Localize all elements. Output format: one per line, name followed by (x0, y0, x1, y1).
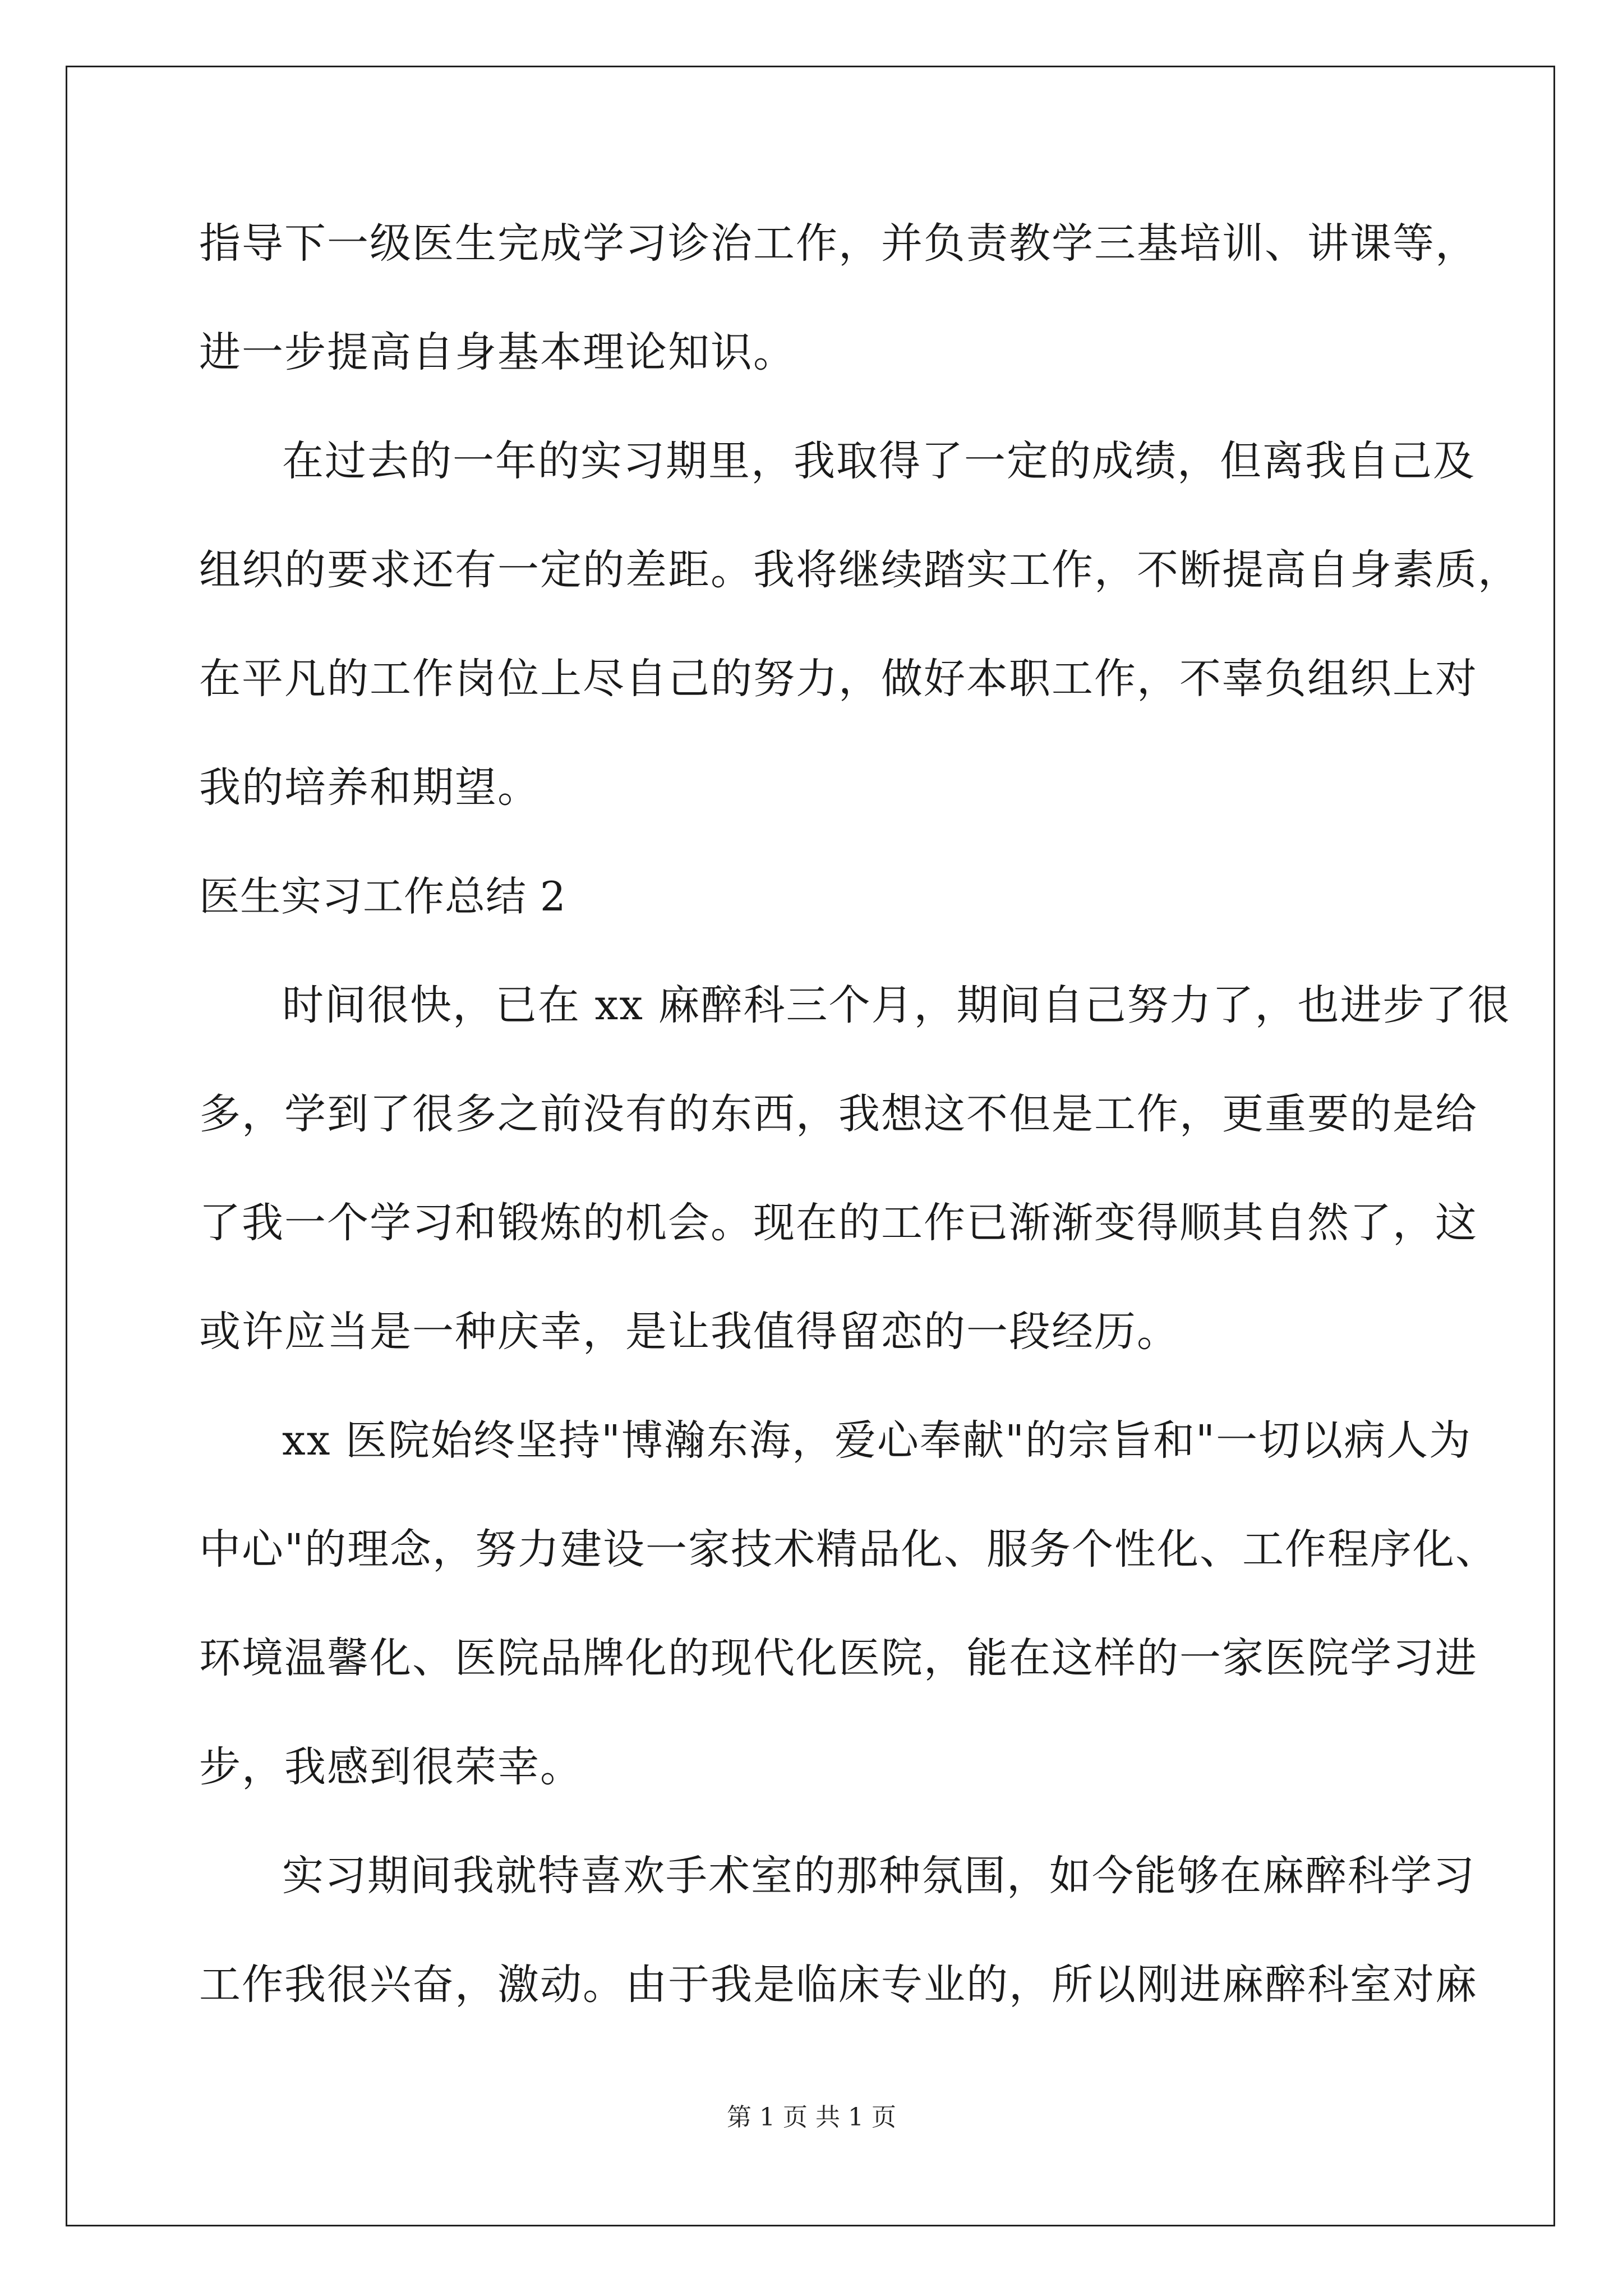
document-body (199, 215, 1520, 2065)
text-line: 或许应当是一种庆幸，是让我值得留恋的一段经历。 (199, 1308, 1179, 1356)
text-line: 在平凡的工作岗位上尽自己的努力，做好本职工作，不辜负组织上对 (199, 655, 1478, 703)
text-line: 实习期间我就特喜欢手术室的那种氛围，如今能够在麻醉科学习 (282, 1852, 1476, 1900)
text-line: 时间很快，已在 xx 麻醉科三个月，期间自己努力了，也进步了很 (282, 981, 1511, 1029)
text-line: xx 医院始终坚持"博瀚东海，爱心奉献"的宗旨和"一切以病人为 (282, 1416, 1472, 1465)
text-line: 工作我很兴奋，激动。由于我是临床专业的，所以刚进麻醉科室对麻 (199, 1961, 1478, 2009)
text-line: 环境温馨化、医院品牌化的现代化医院，能在这样的一家医院学习进 (199, 1634, 1478, 1682)
text-line: 我的培养和期望。 (199, 763, 540, 812)
text-line: 组织的要求还有一定的差距。我将继续踏实工作，不断提高自身素质， (199, 546, 1520, 594)
text-line: 在过去的一年的实习期里，我取得了一定的成绩，但离我自己及 (282, 437, 1476, 485)
text-line: 步，我感到很荣幸。 (199, 1743, 583, 1791)
text-line: 多，学到了很多之前没有的东西，我想这不但是工作，更重要的是给 (199, 1090, 1478, 1138)
page-footer: 第 1 页 共 1 页 (727, 2103, 896, 2132)
text-line: 指导下一级医生完成学习诊治工作，并负责教学三基培训、讲课等， (199, 219, 1478, 268)
text-line: 了我一个学习和锻炼的机会。现在的工作已渐渐变得顺其自然了，这 (199, 1199, 1478, 1247)
section-heading: 医生实习工作总结 2 (199, 873, 566, 920)
text-line: 进一步提高自身基本理论知识。 (199, 328, 796, 376)
text-line: 中心"的理念，努力建设一家技术精品化、服务个性化、工作程序化、 (199, 1525, 1498, 1573)
